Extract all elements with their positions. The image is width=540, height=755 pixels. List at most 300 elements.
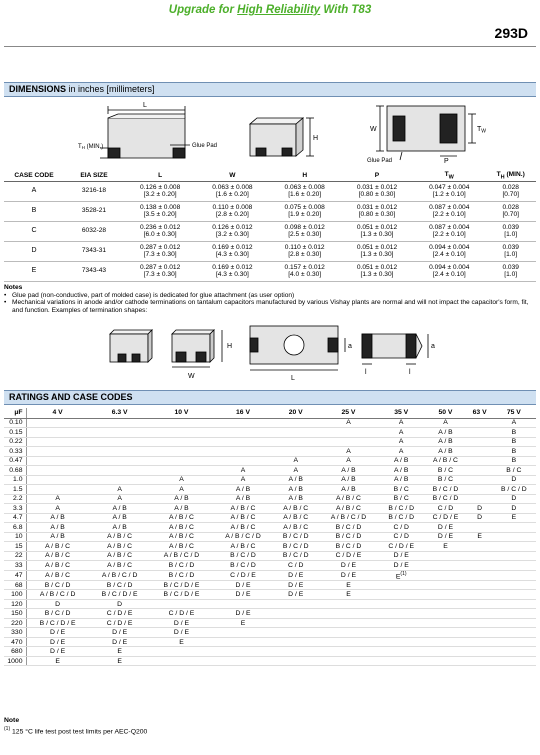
case-code-cell: D / E (151, 618, 213, 628)
case-code-cell (318, 647, 379, 657)
capacitance-cell: 100 (4, 590, 26, 600)
value-inches: 0.110 ± 0.012 (284, 243, 325, 251)
case-code-cell (468, 609, 492, 619)
col-voltage: 63 V (468, 408, 492, 418)
case-code-cell: C / D (379, 523, 423, 533)
case-code-cell (423, 590, 467, 600)
case-code-cell: C / D (379, 532, 423, 542)
case-code-cell (423, 561, 467, 571)
case-code-cell: A / B (212, 494, 273, 504)
value-inches: 0.094 ± 0.004 (429, 263, 470, 271)
case-code-cell: A (379, 437, 423, 447)
case-code-cell: D (26, 599, 89, 609)
value-inches: 0.028 (502, 183, 519, 191)
case-code-cell (379, 599, 423, 609)
case-code-cell: A / B / C (423, 456, 467, 466)
case-code-cell (468, 542, 492, 552)
case-code-cell (212, 428, 273, 438)
eia-size-cell: 3528-21 (64, 201, 124, 221)
case-code-cell (26, 475, 89, 485)
case-code-cell: D / E (212, 580, 273, 590)
case-code-cell (379, 628, 423, 638)
rating-row (4, 580, 536, 590)
col-th-min: $T_H$ (MIN.) (485, 170, 536, 181)
value-mm: [2.2 ± 0.10] (432, 211, 466, 218)
case-code-cell (468, 494, 492, 504)
case-code-cell: B / C / D (318, 542, 379, 552)
case-code-cell: B / C / D (89, 580, 151, 590)
case-code-cell (318, 637, 379, 647)
case-code-cell (492, 637, 536, 647)
eia-size-cell: 7343-43 (64, 261, 124, 281)
case-code-cell (423, 647, 467, 657)
rating-row (4, 494, 536, 504)
case-code-cell: A (26, 504, 89, 514)
rating-row (4, 523, 536, 533)
case-code-cell (423, 656, 467, 666)
capacitance-cell: 4.7 (4, 513, 26, 523)
case-code-cell (492, 618, 536, 628)
case-code-cell (89, 456, 151, 466)
case-code-cell: B (492, 447, 536, 457)
capacitance-cell: 1.0 (4, 475, 26, 485)
value-mm: [1.3 ± 0.30] (360, 251, 394, 258)
case-code-cell: A / B / C (274, 523, 318, 533)
case-code-cell: A (151, 485, 213, 495)
case-code-cell (468, 456, 492, 466)
case-code-cell: D (468, 513, 492, 523)
capacitance-cell: 1.5 (4, 485, 26, 495)
case-code-cell: A / B / C / D (151, 551, 213, 561)
col-voltage: 20 V (274, 408, 318, 418)
case-code-cell: E (468, 532, 492, 542)
case-code-text: E (395, 572, 401, 580)
value-mm: [7.3 ± 0.30] (143, 271, 177, 278)
case-code-cell (212, 599, 273, 609)
case-code-cell (468, 475, 492, 485)
case-code-cell: B / C / D (26, 609, 89, 619)
case-code-cell (423, 599, 467, 609)
case-code-cell (468, 599, 492, 609)
high-reliability-link[interactable]: High Reliability (237, 4, 321, 16)
case-code-cell: A / B (274, 494, 318, 504)
case-code-cell: A / B / C (318, 504, 379, 514)
case-code-cell: E (151, 637, 213, 647)
rating-row (4, 561, 536, 571)
col-voltage: 6.3 V (89, 408, 151, 418)
case-code-cell: A / B / C / D (212, 532, 273, 542)
case-code-cell: D (89, 599, 151, 609)
case-code-cell (274, 428, 318, 438)
case-code-cell (379, 637, 423, 647)
rating-row (4, 447, 536, 457)
case-code-cell (151, 418, 213, 428)
case-code-cell: D / E (89, 637, 151, 647)
tagline: Upgrade for High Reliability With T83 (168, 4, 372, 16)
case-code-cell: A / B (423, 428, 467, 438)
value-inches: 0.126 ± 0.008 (139, 183, 181, 191)
case-code-cell (492, 542, 536, 552)
case-code-cell: A (318, 447, 379, 457)
shape-label-a-2: a (431, 343, 435, 350)
case-code-cell: A / B / C (212, 542, 273, 552)
case-code-cell: C / D (423, 504, 467, 514)
case-code-cell: D / E (212, 609, 273, 619)
case-code-cell (379, 647, 423, 657)
case-code-cell (423, 580, 467, 590)
case-code-cell: D (492, 475, 536, 485)
glue-pad-label: Glue Pad (192, 143, 218, 149)
value-inches: 0.031 ± 0.012 (356, 183, 398, 191)
capacitance-cell: 68 (4, 580, 26, 590)
col-voltage: 35 V (379, 408, 423, 418)
case-code-cell: A / B (379, 466, 423, 476)
value-inches: 0.039 (502, 243, 519, 251)
case-code-cell (151, 647, 213, 657)
case-code-cell (492, 570, 536, 580)
case-code-cell (468, 647, 492, 657)
rating-row (4, 656, 536, 666)
case-code-cell (468, 618, 492, 628)
case-code-cell: E (89, 656, 151, 666)
dim-label-p: P (444, 158, 449, 165)
case-code-cell: B (492, 437, 536, 447)
case-code-cell (151, 466, 213, 476)
case-code-cell: B / C / D (26, 580, 89, 590)
rating-row (4, 504, 536, 514)
value-inches: 0.236 ± 0.012 (139, 223, 181, 231)
case-code-cell: D / E (26, 628, 89, 638)
rating-row (4, 599, 536, 609)
case-code-cell (492, 656, 536, 666)
capacitance-cell: 33 (4, 561, 26, 571)
case-code-cell (423, 570, 467, 580)
termination-shape-2 (172, 330, 222, 367)
case-code-cell (212, 456, 273, 466)
case-code-cell (151, 437, 213, 447)
case-code-cell (318, 428, 379, 438)
case-code-cell: B (492, 456, 536, 466)
case-code-cell (89, 418, 151, 428)
value-inches: 0.098 ± 0.012 (284, 223, 325, 231)
value-mm: [2.8 ± 0.20] (215, 211, 249, 218)
value-inches: 0.126 ± 0.012 (212, 223, 253, 231)
case-code-cell (492, 599, 536, 609)
case-code-cell (492, 580, 536, 590)
case-code-cell: A / B / C (26, 542, 89, 552)
footnote-marker: (1) (400, 570, 407, 577)
col-voltage: 16 V (212, 408, 273, 418)
case-code-cell: B / C / D (151, 570, 213, 580)
case-code-cell (468, 428, 492, 438)
ratings-header-row (4, 408, 536, 418)
capacitance-cell: 1000 (4, 656, 26, 666)
value-inches: 0.075 ± 0.008 (284, 203, 325, 211)
capacitance-cell: 10 (4, 532, 26, 542)
value-inches: 0.287 ± 0.012 (139, 263, 181, 271)
value-inches: 0.031 ± 0.012 (356, 203, 398, 211)
case-code-cell: A / B (26, 523, 89, 533)
value-inches: 0.087 ± 0.004 (429, 223, 470, 231)
ratings-note (4, 717, 147, 736)
rating-row (4, 609, 536, 619)
case-code-cell (151, 656, 213, 666)
value-mm: [0.80 ± 0.30] (358, 191, 396, 198)
case-code-cell (274, 609, 318, 619)
case-code-cell: D / E (26, 637, 89, 647)
value-inches: 0.110 ± 0.008 (212, 203, 253, 211)
case-code-cell: A (4, 181, 64, 201)
case-code-cell (318, 609, 379, 619)
case-code-cell: A / B (423, 447, 467, 457)
case-code-cell (468, 580, 492, 590)
case-code-cell: E (318, 580, 379, 590)
case-code-cell: A / B / C (89, 561, 151, 571)
case-code-cell: A / B / C (89, 551, 151, 561)
value-mm: [3.5 ± 0.20] (143, 211, 177, 218)
case-code-cell: A / B (26, 532, 89, 542)
rating-row (4, 590, 536, 600)
case-code-cell: A / B / C (212, 504, 273, 514)
case-code-cell (492, 590, 536, 600)
case-code-cell (468, 551, 492, 561)
case-code-cell: A (26, 494, 89, 504)
value-inches: 0.157 ± 0.012 (284, 263, 325, 271)
case-code-cell: A / B (318, 485, 379, 495)
case-code-cell: E (89, 647, 151, 657)
case-code-cell (468, 561, 492, 571)
capacitance-cell: 680 (4, 647, 26, 657)
case-code-cell: A / B (89, 513, 151, 523)
rating-row (4, 551, 536, 561)
value-mm: [2.2 ± 0.10] (432, 231, 466, 238)
case-code-cell (318, 628, 379, 638)
capacitance-cell: 0.10 (4, 418, 26, 428)
case-code-cell: B (4, 201, 64, 221)
case-code-cell: D / E (26, 647, 89, 657)
value-mm: [4.3 ± 0.30] (215, 251, 249, 258)
case-code-cell: E (318, 590, 379, 600)
rating-row (4, 513, 536, 523)
case-code-cell (492, 532, 536, 542)
value-inches: 0.138 ± 0.008 (139, 203, 181, 211)
value-inches: 0.087 ± 0.004 (429, 203, 470, 211)
case-code-cell: C / D (274, 561, 318, 571)
case-code-cell: B / C / D (212, 561, 273, 571)
termination-shape-4 (362, 334, 428, 364)
case-code-cell (468, 628, 492, 638)
case-code-cell (468, 447, 492, 457)
capacitance-cell: 330 (4, 628, 26, 638)
case-code-cell: B / C (423, 466, 467, 476)
case-code-cell (89, 437, 151, 447)
case-code-cell: B / C / D (423, 494, 467, 504)
case-code-cell (274, 647, 318, 657)
case-code-cell: C / D / E (379, 542, 423, 552)
value-mm: [0.80 ± 0.30] (358, 211, 396, 218)
case-code-cell: D / E (274, 570, 318, 580)
case-code-cell: B / C / D (274, 542, 318, 552)
case-code-cell: A (212, 466, 273, 476)
case-code-cell: C / D / E (423, 513, 467, 523)
case-code-cell: D / E (212, 590, 273, 600)
col-eia-size: EIA SIZE (64, 170, 124, 181)
rating-row (4, 532, 536, 542)
case-code-cell: B / C / D (274, 551, 318, 561)
case-code-cell: B / C (492, 466, 536, 476)
case-code-cell (26, 447, 89, 457)
case-code-cell: B / C (423, 475, 467, 485)
case-code-cell (468, 485, 492, 495)
case-code-cell: C / D / E (318, 551, 379, 561)
case-code-cell: C / D / E (89, 609, 151, 619)
value-inches: 0.169 ± 0.012 (212, 243, 253, 251)
dim-label-h: H (313, 135, 319, 142)
dim-label-w: W (370, 126, 377, 133)
col-h: H (269, 170, 341, 181)
case-code-cell (26, 485, 89, 495)
value-inches: 0.039 (502, 263, 519, 271)
case-code-cell: D / E (379, 551, 423, 561)
case-code-cell (318, 599, 379, 609)
case-code-cell (423, 628, 467, 638)
case-code-cell (468, 656, 492, 666)
case-code-cell: B / C / D (423, 485, 467, 495)
case-code-cell: A (212, 475, 273, 485)
case-code-cell (318, 437, 379, 447)
case-code-cell: A / B / C / D (26, 590, 89, 600)
shape-label-l-lower: l (365, 369, 367, 376)
col-case-code: CASE CODE (4, 170, 64, 181)
case-code-cell (26, 466, 89, 476)
rating-row (4, 628, 536, 638)
case-code-cell (468, 466, 492, 476)
case-code-cell: A / B (26, 513, 89, 523)
case-code-cell (212, 418, 273, 428)
case-code-cell (274, 447, 318, 457)
col-voltage: 50 V (423, 408, 467, 418)
case-code-cell: A / B (274, 475, 318, 485)
case-code-cell: B / C / D / E (26, 618, 89, 628)
shape-label-a: a (348, 343, 352, 350)
case-code-cell: A / B / C (151, 532, 213, 542)
rating-row (4, 637, 536, 647)
case-code-cell (379, 609, 423, 619)
shape-label-h: H (227, 343, 233, 350)
capacitance-cell: 220 (4, 618, 26, 628)
capacitance-cell: 2.2 (4, 494, 26, 504)
value-mm: [1.0] (504, 251, 518, 258)
dim-label-l: L (143, 102, 147, 109)
case-code-cell: A (423, 418, 467, 428)
ratings-table-body (4, 418, 536, 666)
capacitance-cell: 120 (4, 599, 26, 609)
case-code-cell (274, 637, 318, 647)
capacitance-cell: 0.15 (4, 428, 26, 438)
case-code-cell: B (492, 428, 536, 438)
rating-row (4, 418, 536, 428)
col-voltage: 75 V (492, 408, 536, 418)
rating-row (4, 542, 536, 552)
case-code-cell: D (4, 241, 64, 261)
case-code-cell (274, 418, 318, 428)
case-code-cell: B / C / D / E (151, 590, 213, 600)
case-code-cell: A / B / C (89, 532, 151, 542)
case-code-cell: A (379, 428, 423, 438)
case-code-cell: D / E (423, 532, 467, 542)
case-code-cell (151, 447, 213, 457)
glue-pad-label-bottom: Glue Pad (367, 158, 393, 164)
case-code-cell (274, 628, 318, 638)
value-inches: 0.287 ± 0.012 (139, 243, 181, 251)
case-code-cell: A / B (151, 504, 213, 514)
value-mm: [6.0 ± 0.30] (143, 231, 177, 238)
value-inches: 0.169 ± 0.012 (212, 263, 253, 271)
shape-label-w: W (188, 373, 195, 380)
case-code-cell: A / B / C (151, 523, 213, 533)
case-code-cell (423, 637, 467, 647)
case-code-cell: C / D / E (212, 570, 273, 580)
case-code-cell (423, 551, 467, 561)
capacitance-cell: 15 (4, 542, 26, 552)
case-code-cell (212, 628, 273, 638)
rating-row (4, 618, 536, 628)
value-mm: [1.6 ± 0.20] (288, 191, 322, 198)
case-code-cell: D / E (423, 523, 467, 533)
value-mm: [0.70] (502, 191, 519, 198)
termination-shape-3 (250, 326, 345, 370)
case-code-cell: A (492, 418, 536, 428)
capacitance-cell: 0.68 (4, 466, 26, 476)
case-code-cell: A (151, 475, 213, 485)
case-code-cell (89, 466, 151, 476)
case-code-cell: A (274, 456, 318, 466)
case-code-cell: D (492, 494, 536, 504)
case-code-cell (468, 523, 492, 533)
value-mm: [1.0] (504, 231, 518, 238)
case-code-cell: A / B (379, 456, 423, 466)
case-code-cell: A (379, 447, 423, 457)
case-code-cell: A (318, 418, 379, 428)
case-code-cell (492, 647, 536, 657)
case-code-cell (468, 570, 492, 580)
case-code-cell: E (492, 513, 536, 523)
case-code-cell: B / C (379, 485, 423, 495)
case-code-cell (212, 437, 273, 447)
value-mm: [3.2 ± 0.30] (215, 231, 249, 238)
case-code-cell (492, 561, 536, 571)
case-code-cell: A (318, 456, 379, 466)
value-mm: [2.8 ± 0.30] (288, 251, 322, 258)
case-code-cell: B / C / D (274, 532, 318, 542)
value-mm: [2.5 ± 0.30] (288, 231, 322, 238)
case-code-cell (274, 599, 318, 609)
rating-row (4, 485, 536, 495)
case-code-cell: B / C / D / E (89, 590, 151, 600)
case-code-cell: E (423, 542, 467, 552)
value-inches: 0.063 ± 0.008 (212, 183, 253, 191)
case-code-cell: B / C / D (318, 532, 379, 542)
value-mm: [4.0 ± 0.30] (288, 271, 322, 278)
notes-title: Notes (4, 284, 23, 291)
case-code-cell (318, 656, 379, 666)
case-code-cell (212, 447, 273, 457)
case-code-cell: D / E (318, 561, 379, 571)
col-voltage: 4 V (26, 408, 89, 418)
case-code-cell (26, 418, 89, 428)
case-code-cell: C / D / E (151, 609, 213, 619)
case-code-cell: A / B / C / D (318, 513, 379, 523)
